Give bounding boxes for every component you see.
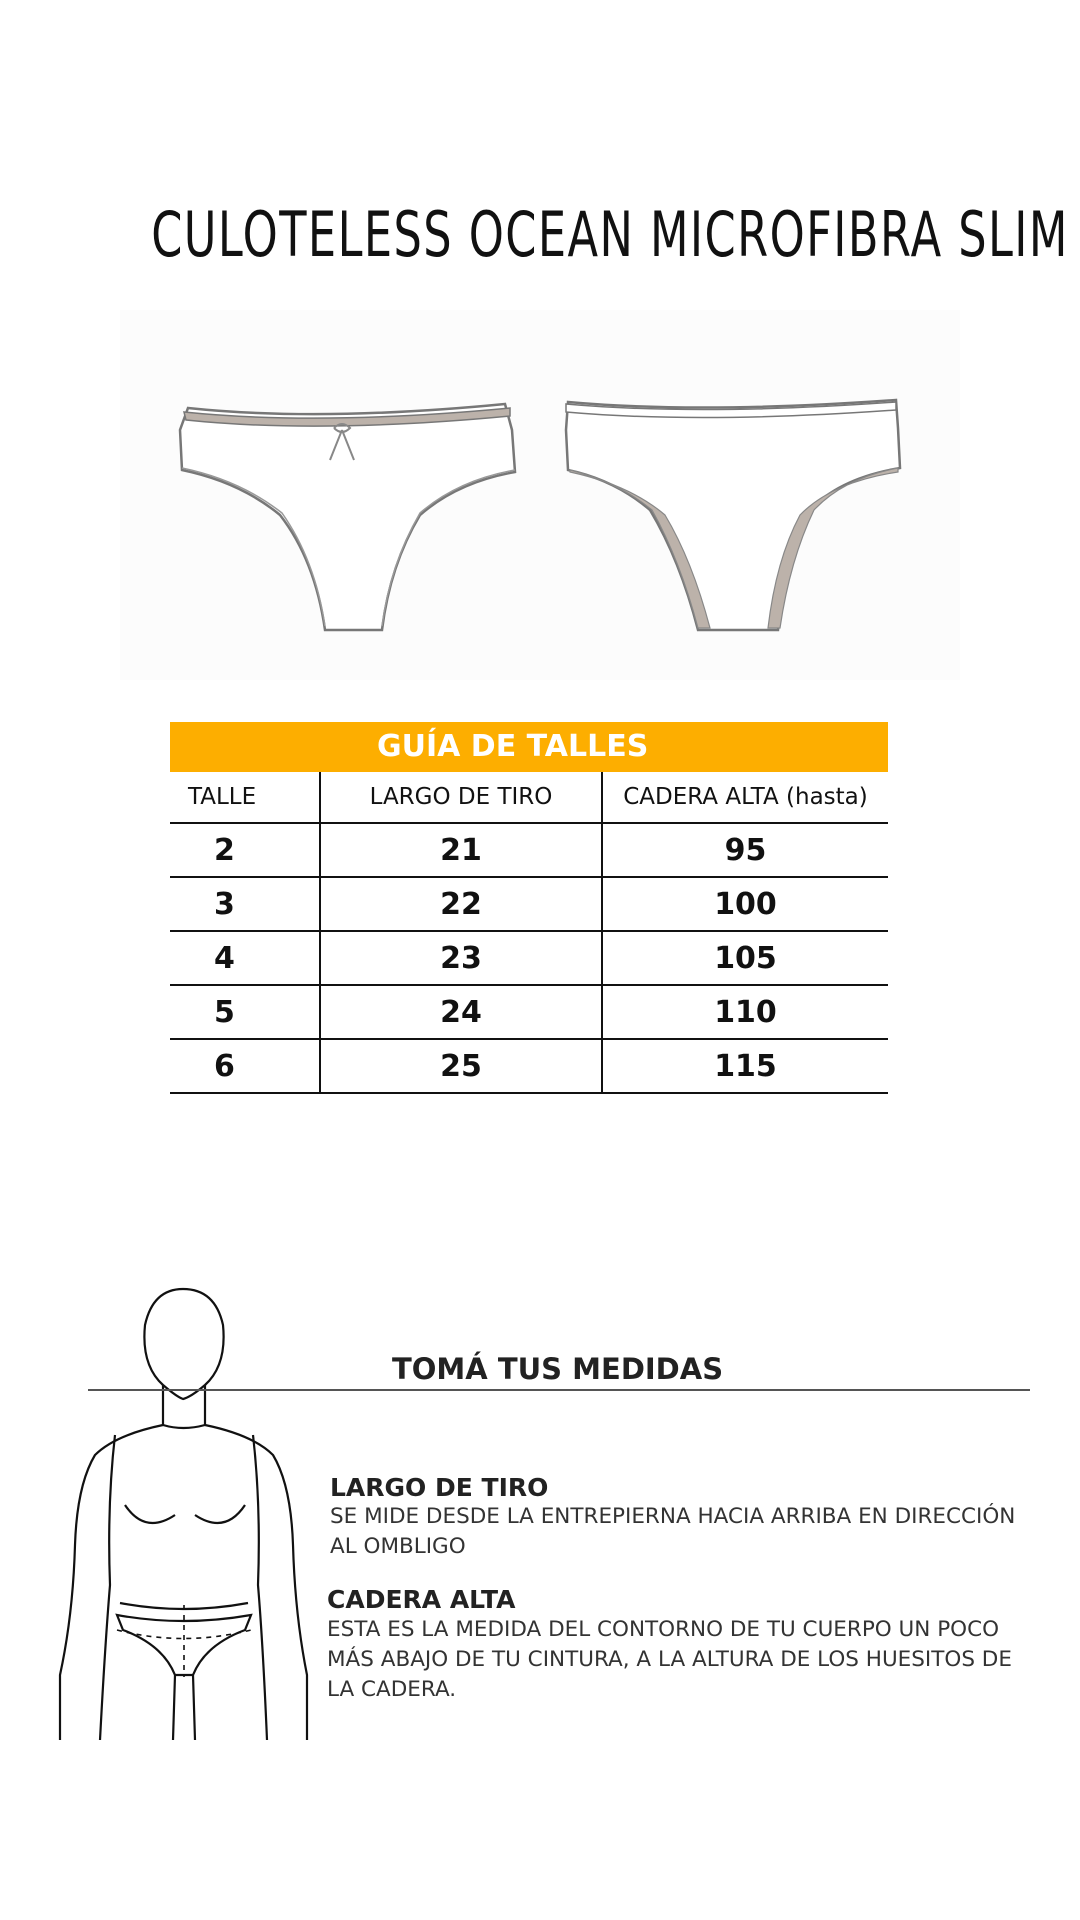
panty-back-icon	[566, 400, 900, 630]
cell-largo-de-tiro: 24	[321, 986, 603, 1038]
cell-cadera-alta: 110	[714, 995, 777, 1030]
cell-largo-de-tiro: 25	[321, 1040, 603, 1092]
page-title: CULOTELESS OCEAN MICROFIBRA SLIM	[151, 198, 1069, 271]
largo-de-tiro-line-1: SE MIDE DESDE LA ENTREPIERNA HACIA ARRIBA EN DIRECCIÓN	[330, 1504, 1016, 1529]
largo-de-tiro-line-2: AL OMBLIGO	[330, 1534, 466, 1559]
cell-talle: 6	[170, 1040, 321, 1092]
cell-talle: 5	[170, 986, 321, 1038]
cadera-alta-line-2: MÁS ABAJO DE TU CINTURA, A LA ALTURA DE LOS HUESITOS DE	[327, 1647, 1012, 1672]
panty-front-icon	[180, 404, 515, 630]
cadera-alta-heading: CADERA ALTA	[327, 1585, 516, 1614]
garment-illustrations	[120, 310, 960, 680]
body-illustration	[55, 1285, 325, 1745]
body-outline-icon	[55, 1285, 325, 1745]
table-row	[170, 824, 888, 878]
cell-largo-de-tiro: 23	[321, 932, 603, 984]
cadera-alta-line-1: ESTA ES LA MEDIDA DEL CONTORNO DE TU CUERPO UN POCO	[327, 1617, 1000, 1642]
cell-talle: 2	[170, 824, 321, 876]
size-guide-header: GUÍA DE TALLES	[170, 722, 888, 772]
measurements-divider	[88, 1389, 1030, 1391]
table-column-headers	[170, 772, 888, 824]
table-row	[170, 932, 888, 986]
largo-de-tiro-heading: LARGO DE TIRO	[330, 1473, 549, 1502]
table-row	[170, 878, 888, 932]
measurements-title: TOMÁ TUS MEDIDAS	[392, 1352, 724, 1386]
cadera-alta-line-3: LA CADERA.	[327, 1677, 457, 1702]
cell-talle: 3	[170, 878, 321, 930]
table-row	[170, 986, 888, 1040]
cell-cadera-alta: 100	[714, 887, 777, 922]
cell-cadera-alta: 105	[714, 941, 777, 976]
cell-cadera-alta: 115	[714, 1049, 777, 1084]
cell-largo-de-tiro: 22	[321, 878, 603, 930]
column-header-cadera-alta: CADERA ALTA (hasta)	[623, 784, 868, 810]
column-header-talle: TALLE	[170, 772, 321, 822]
cell-largo-de-tiro: 21	[321, 824, 603, 876]
cell-talle: 4	[170, 932, 321, 984]
table-row	[170, 1040, 888, 1094]
size-guide-table	[170, 722, 888, 1094]
column-header-largo-de-tiro: LARGO DE TIRO	[321, 772, 603, 822]
cell-cadera-alta: 95	[724, 833, 767, 868]
